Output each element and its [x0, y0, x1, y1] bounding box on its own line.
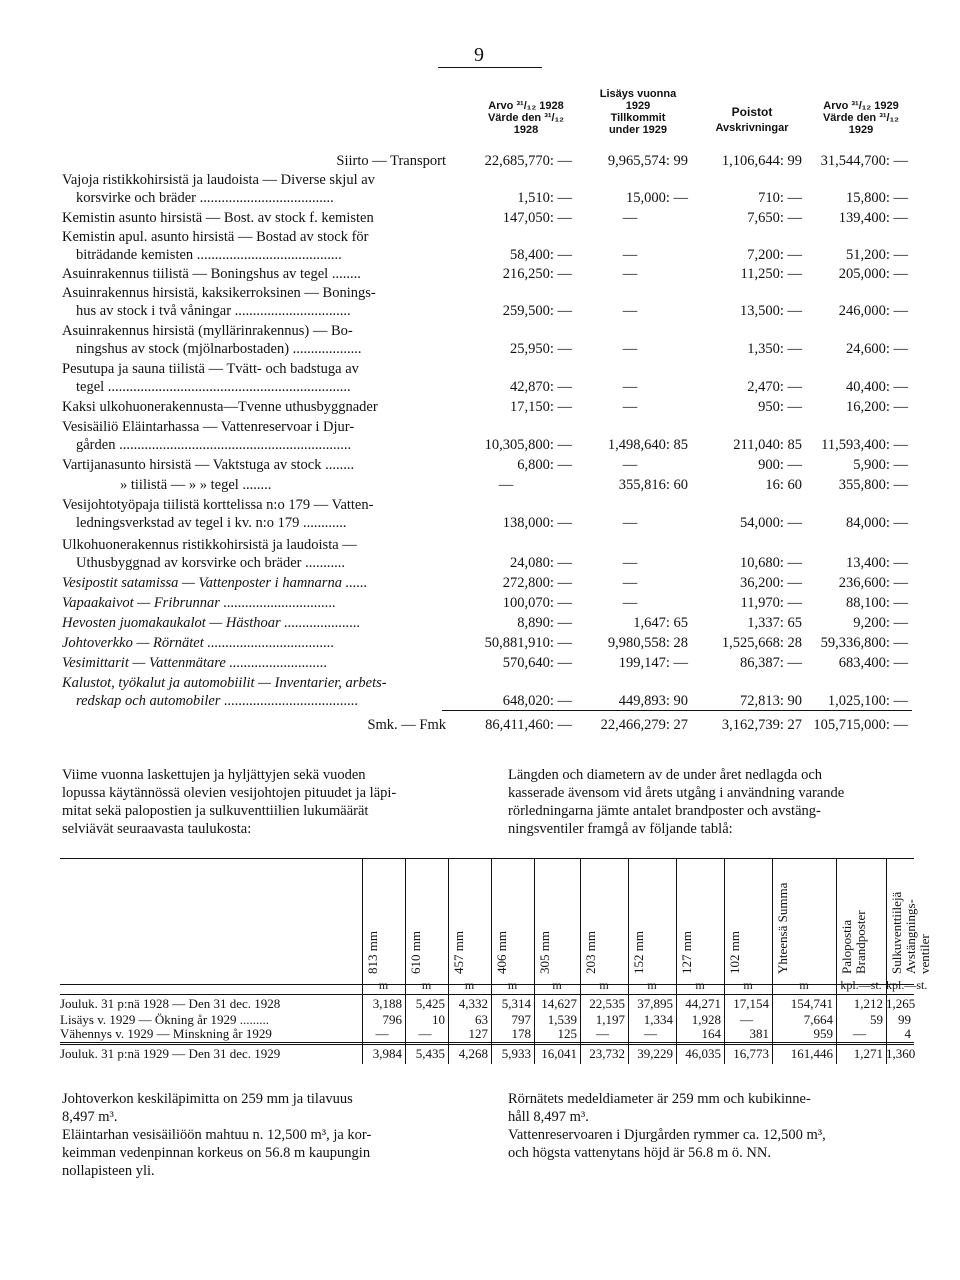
cell-depreciation: 1,337: 65 — [747, 615, 802, 631]
row-label: Vesijohtotyöpaja tiilistä korttelissa n:o 179 — Vatten- — [62, 497, 374, 513]
cell-value-1929: 246,000: — — [838, 303, 908, 319]
cell-value-1928: 22,685,770: — — [484, 153, 572, 169]
row-label: Vähennys v. 1929 — Minskning år 1929 — [60, 1026, 272, 1041]
cell-additions: 449,893: 90 — [618, 693, 688, 709]
diameter-header: 102 mm — [727, 931, 742, 974]
unit-label: m — [743, 978, 753, 992]
unit-label: m — [799, 978, 809, 992]
cell-value: 797 — [511, 1012, 531, 1027]
total-label: Smk. — Fmk — [367, 717, 446, 733]
row-label: biträdande kemisten ........................................ — [76, 247, 342, 263]
cell-value: 1,539 — [547, 1012, 577, 1027]
row-label: gården ................................................................ — [76, 437, 352, 453]
row-label: Hevosten juomakaukalot — Hästhoar ..................... — [62, 615, 361, 631]
cell-value-1929: 88,100: — — [845, 595, 908, 611]
cell-depreciation: 7,200: — — [747, 247, 802, 263]
cell-value: 1,271 — [853, 1046, 883, 1061]
cell-value: 1,334 — [643, 1012, 673, 1027]
paragraph-finnish — [62, 766, 474, 838]
cell-value-1928: 8,890: — — [517, 615, 572, 631]
header-line: Poistot — [731, 105, 773, 119]
header-col-depreciation — [700, 106, 804, 134]
cell-value-1928: 58,400: — — [509, 247, 572, 263]
text-line: nollapisteen yli. — [62, 1163, 155, 1179]
cell-additions: — — [622, 379, 638, 395]
sum-rule — [442, 710, 912, 711]
cell-depreciation: 10,680: — — [739, 555, 802, 571]
cell-value-1929: 31,544,700: — — [820, 153, 908, 169]
header-rule — [438, 67, 542, 68]
cell-value: 39,229 — [637, 1046, 673, 1061]
header-col-value-1928 — [470, 100, 582, 136]
diameter-header: 610 mm — [408, 931, 423, 974]
cell-value: 178 — [511, 1026, 531, 1041]
cell-additions: 9,980,558: 28 — [607, 635, 688, 651]
cell-value: — — [644, 1026, 657, 1041]
cell-depreciation: 11,970: — — [740, 595, 802, 611]
unit-label: m — [552, 978, 562, 992]
row-label: Vesisäiliö Eläintarhassa — Vattenreservoar i Djur- — [62, 419, 355, 435]
cell-depreciation: 950: — — [758, 399, 802, 415]
cell-additions: — — [622, 555, 638, 571]
row-label: Asuinrakennus hirsistä (myllärinrakennus) — Bo- — [62, 323, 353, 339]
row-label: ledningsverkstad av tegel i kv. n:o 179 ............ — [76, 515, 347, 531]
row-label: Johtoverkko — Rörnätet ................................... — [62, 635, 335, 651]
cell-value: — — [418, 1026, 432, 1041]
cell-value-1928: 10,305,800: — — [484, 437, 572, 453]
cell-value: 796 — [382, 1012, 402, 1027]
cell-value: 44,271 — [685, 996, 721, 1011]
cell-value: 99 — [898, 1012, 911, 1027]
cell-value: 16,041 — [541, 1046, 577, 1061]
cell-value-1929: 355,800: — — [838, 477, 908, 493]
header-line: Värde den ³¹/₁₂ — [487, 112, 565, 124]
row-label: hus av stock i två våningar ................................ — [76, 303, 351, 319]
cell-additions: 355,816: 60 — [618, 477, 688, 493]
cell-value-1928: 6,800: — — [517, 457, 572, 473]
diameter-header: 305 mm — [537, 931, 552, 974]
diameter-header: 203 mm — [583, 931, 598, 974]
cell-value: 17,154 — [733, 996, 769, 1011]
cell-value-1928: — — [498, 477, 514, 493]
text-line: kasserade ävensom vid årets utgång i användning varande — [508, 785, 845, 801]
cell-value: 3,188 — [372, 996, 402, 1011]
cell-value: 127 — [468, 1026, 488, 1041]
footnote-finnish — [62, 1090, 474, 1180]
header-line: Värde den ³¹/₁₂ — [822, 112, 900, 124]
cell-depreciation: 710: — — [758, 190, 802, 206]
header-line: Arvo ³¹/₁₂ 1929 — [823, 100, 899, 112]
cell-value-1929: 84,000: — — [845, 515, 908, 531]
header-col-additions — [590, 88, 686, 136]
header-col-value-1929 — [808, 100, 914, 136]
text-line: Eläintarhan vesisäiliöön mahtuu n. 12,500 m³, ja kor- — [62, 1127, 372, 1143]
cell-value-1929: 236,600: — — [838, 575, 908, 591]
text-line: och högsta vattenytans höjd är 56.8 m ö. NN. — [508, 1145, 771, 1161]
cell-additions: 15,000: — — [625, 190, 688, 206]
cell-value: — — [596, 1026, 609, 1041]
cell-value-1929: 9,200: — — [853, 615, 908, 631]
text-line: Johtoverkon keskiläpimitta on 259 mm ja tilavuus — [62, 1091, 353, 1107]
cell-additions: — — [622, 266, 638, 282]
row-label: Kemistin asunto hirsistä — Bost. av stock f. kemisten — [62, 210, 374, 226]
cell-value: 3,984 — [372, 1046, 402, 1061]
row-label: Vartijanasunto hirsistä — Vaktstuga av stock ........ — [62, 457, 355, 473]
cell-value: 59 — [870, 1012, 883, 1027]
cell-value-1928: 648,020: — — [502, 693, 572, 709]
table-rule — [60, 1042, 914, 1043]
cell-additions: — — [622, 399, 638, 415]
page-number: 9 — [474, 44, 484, 66]
cell-depreciation: 1,525,668: 28 — [721, 635, 802, 651]
cell-depreciation: 11,250: — — [740, 266, 802, 282]
row-label: Lisäys v. 1929 — Ökning år 1929 ......... — [60, 1012, 269, 1027]
cell-additions: — — [622, 515, 638, 531]
cell-value-1929: 683,400: — — [838, 655, 908, 671]
diameter-table — [60, 858, 932, 1064]
cell-additions: 199,147: — — [618, 655, 688, 671]
cell-value: 154,741 — [790, 996, 833, 1011]
cell-depreciation: 1,106,644: 99 — [721, 153, 802, 169]
cell-value: 1,197 — [595, 1012, 625, 1027]
cell-value-1928: 138,000: — — [502, 515, 572, 531]
cell-value-1929: 40,400: — — [845, 379, 908, 395]
cell-depreciation: 36,200: — — [739, 575, 802, 591]
row-label: Siirto — Transport — [336, 153, 446, 169]
cell-depreciation: 16: 60 — [765, 477, 802, 493]
cell-value-1928: 100,070: — — [502, 595, 572, 611]
cell-value: 1,928 — [691, 1012, 721, 1027]
cell-value-1929: 5,900: — — [853, 457, 908, 473]
cell-additions: — — [622, 575, 638, 591]
cell-value: 164 — [701, 1026, 721, 1041]
row-label: tegel ................................................................... — [76, 379, 351, 395]
header-line: Avskrivningar — [715, 122, 789, 134]
header-line: Lisäys vuonna — [599, 88, 677, 100]
cell-value: 10 — [432, 1012, 445, 1027]
cell-value-1929: 11,593,400: — — [821, 437, 908, 453]
row-label: Asuinrakennus hirsistä, kaksikerroksinen — Bonings- — [62, 285, 376, 301]
row-label: ningshus av stock (mjölnarbostaden) ................... — [76, 341, 362, 357]
cell-value-1929: 13,400: — — [845, 555, 908, 571]
header-line: Tillkommit — [610, 112, 666, 124]
cell-depreciation: 86,387: — — [739, 655, 802, 671]
text-line: mitat sekä palopostien ja sulkuventtiilien lukumäärät — [62, 803, 369, 819]
cell-additions: — — [622, 247, 638, 263]
row-label: Jouluk. 31 p:nä 1929 — Den 31 dec. 1929 — [60, 1046, 281, 1061]
text-line: Viime vuonna laskettujen ja hyljättyjen sekä vuoden — [62, 767, 366, 783]
cell-depreciation: 72,813: 90 — [739, 693, 802, 709]
cell-value-1928: 25,950: — — [509, 341, 572, 357]
cell-value: 1,212 — [853, 996, 883, 1011]
cell-value-1928: 42,870: — — [509, 379, 572, 395]
cell-value: — — [740, 1012, 753, 1027]
text-line: lopussa käytännössä olevien vesijohtojen pituudet ja läpi- — [62, 785, 397, 801]
cell-value-1928: 272,800: — — [502, 575, 572, 591]
diameter-header: Palopostia Brandposter — [839, 910, 868, 974]
cell-depreciation: 1,350: — — [747, 341, 802, 357]
text-line: Längden och diametern av de under året nedlagda och — [508, 767, 823, 783]
diameter-header: 152 mm — [631, 931, 646, 974]
cell-value: — — [375, 1026, 389, 1041]
header-line: 1929 — [848, 124, 874, 136]
row-label: Asuinrakennus tiilistä — Boningshus av tegel ........ — [62, 266, 361, 282]
row-label: Vajoja ristikkohirsistä ja laudoista — Diverse skjul av — [62, 172, 375, 188]
cell-additions: — — [622, 457, 638, 473]
cell-depreciation: 54,000: — — [739, 515, 802, 531]
row-label: Kaksi ulkohuonerakennusta—Tvenne uthusbyggnader — [62, 399, 378, 415]
total-depreciation: 3,162,739: 27 — [721, 717, 802, 733]
cell-value-1929: 205,000: — — [838, 266, 908, 282]
cell-value-1929: 15,800: — — [845, 190, 908, 206]
cell-additions: 1,498,640: 85 — [607, 437, 688, 453]
diameter-header: 406 mm — [494, 931, 509, 974]
cell-value-1929: 1,025,100: — — [827, 693, 908, 709]
row-label: Ulkohuonerakennus ristikkohirsistä ja laudoista — — [62, 537, 357, 553]
cell-value: 16,773 — [733, 1046, 769, 1061]
row-label: Vapaakaivot — Fribrunnar ............................... — [62, 595, 336, 611]
footnote-swedish — [508, 1090, 918, 1162]
diameter-header: 813 mm — [365, 931, 380, 974]
total-additions: 22,466,279: 27 — [600, 717, 688, 733]
cell-value-1928: 1,510: — — [517, 190, 572, 206]
text-line: rörledningarna jämte antalet brandposter och avstäng- — [508, 803, 821, 819]
header-line: Arvo ³¹/₁₂ 1928 — [488, 100, 564, 112]
unit-label: m — [647, 978, 657, 992]
total-value-1928: 86,411,460: — — [485, 717, 572, 733]
cell-additions: — — [622, 303, 638, 319]
cell-value: 1,265 — [886, 996, 916, 1011]
unit-label: m — [507, 978, 518, 992]
table-rule — [60, 1044, 914, 1045]
row-label: korsvirke och bräder ..................................... — [76, 190, 334, 206]
paragraph-swedish — [508, 766, 918, 838]
cell-additions: 1,647: 65 — [633, 615, 688, 631]
cell-value-1929: 139,400: — — [838, 210, 908, 226]
text-line: ningsventiler framgå av följande tablå: — [508, 821, 733, 837]
cell-additions: — — [622, 210, 638, 226]
cell-value: 46,035 — [685, 1046, 721, 1061]
unit-label: m — [464, 978, 475, 992]
total-value-1929: 105,715,000: — — [813, 717, 908, 733]
cell-value-1928: 570,640: — — [502, 655, 572, 671]
cell-value: 63 — [475, 1012, 488, 1027]
diameter-header: 457 mm — [451, 931, 466, 974]
cell-additions: — — [622, 595, 638, 611]
header-line: 1929 — [625, 100, 651, 112]
cell-value-1929: 16,200: — — [845, 399, 908, 415]
table-rule — [60, 858, 914, 859]
cell-value: 161,446 — [790, 1046, 833, 1061]
header-line: under 1929 — [608, 124, 668, 136]
text-line: 8,497 m³. — [62, 1109, 118, 1125]
row-label: Vesipostit satamissa — Vattenposter i hamnarna ...... — [62, 575, 368, 591]
cell-value: 14,627 — [541, 996, 577, 1011]
unit-label: m — [378, 978, 389, 992]
text-line: selviävät seuraavasta taulukosta: — [62, 821, 252, 837]
cell-value: 4,268 — [458, 1046, 488, 1061]
table-rule — [60, 994, 914, 995]
unit-label: m — [421, 978, 432, 992]
cell-value: 5,435 — [415, 1046, 445, 1061]
unit-label: kpl.—st. — [840, 978, 882, 992]
text-line: Vattenreservoaren i Djurgården rymmer ca. 12,500 m³, — [508, 1127, 826, 1143]
cell-depreciation: 2,470: — — [747, 379, 802, 395]
cell-value: 4 — [904, 1026, 911, 1041]
cell-value: — — [853, 1026, 866, 1041]
cell-value: 22,535 — [589, 996, 625, 1011]
text-line: Rörnätets medeldiameter är 259 mm och kubikinne- — [508, 1091, 811, 1107]
cell-depreciation: 13,500: — — [739, 303, 802, 319]
cell-value-1928: 147,050: — — [502, 210, 572, 226]
diameter-header: Yhteensä Summa — [775, 882, 790, 974]
cell-value-1929: 59,336,800: — — [820, 635, 908, 651]
cell-value-1928: 50,881,910: — — [484, 635, 572, 651]
cell-value: 23,732 — [589, 1046, 625, 1061]
cell-value: 381 — [749, 1026, 769, 1041]
cell-depreciation: 7,650: — — [747, 210, 802, 226]
header-line: 1928 — [513, 124, 539, 136]
cell-value-1929: 51,200: — — [845, 247, 908, 263]
text-line: håll 8,497 m³. — [508, 1109, 589, 1125]
cell-depreciation: 211,040: 85 — [733, 437, 802, 453]
unit-label: m — [599, 978, 609, 992]
row-label: » tiilistä — » » tegel ........ — [120, 477, 272, 493]
row-label: Uthusbyggnad av korsvirke och bräder ........... — [76, 555, 345, 571]
cell-value: 5,933 — [501, 1046, 531, 1061]
row-label: Vesimittarit — Vattenmätare ........................... — [62, 655, 328, 671]
cell-value-1929: 24,600: — — [845, 341, 908, 357]
cell-value: 5,314 — [501, 996, 531, 1011]
row-label: Jouluk. 31 p:nä 1928 — Den 31 dec. 1928 — [60, 996, 281, 1011]
row-label: Kalustot, työkalut ja automobiilit — Inventarier, arbets- — [62, 675, 387, 691]
cell-value-1928: 259,500: — — [502, 303, 572, 319]
cell-additions: — — [622, 341, 638, 357]
cell-additions: 9,965,574: 99 — [607, 153, 688, 169]
unit-label: m — [695, 978, 705, 992]
cell-value-1928: 24,080: — — [509, 555, 572, 571]
diameter-header: 127 mm — [679, 931, 694, 974]
cell-value: 1,360 — [886, 1046, 916, 1061]
cell-value-1928: 216,250: — — [502, 266, 572, 282]
cell-depreciation: 900: — — [758, 457, 802, 473]
cell-value: 125 — [557, 1026, 577, 1041]
row-label: redskap och automobiler ..................................... — [76, 693, 359, 709]
cell-value: 5,425 — [415, 996, 445, 1011]
cell-value: 959 — [813, 1026, 833, 1041]
unit-label: kpl.—st. — [886, 978, 928, 992]
row-label: Pesutupa ja sauna tiilistä — Tvätt- och badstuga av — [62, 361, 359, 377]
text-line: keimman vedenpinnan korkeus on 56.8 m kaupungin — [62, 1145, 371, 1161]
cell-value-1928: 17,150: — — [509, 399, 572, 415]
cell-value: 4,332 — [458, 996, 488, 1011]
cell-value: 7,664 — [803, 1012, 833, 1027]
row-label: Kemistin apul. asunto hirsistä — Bostad av stock för — [62, 229, 369, 245]
cell-value: 37,895 — [637, 996, 673, 1011]
diameter-header: Sulkuventtiilejä Avstängnings-ventiler — [889, 891, 932, 974]
